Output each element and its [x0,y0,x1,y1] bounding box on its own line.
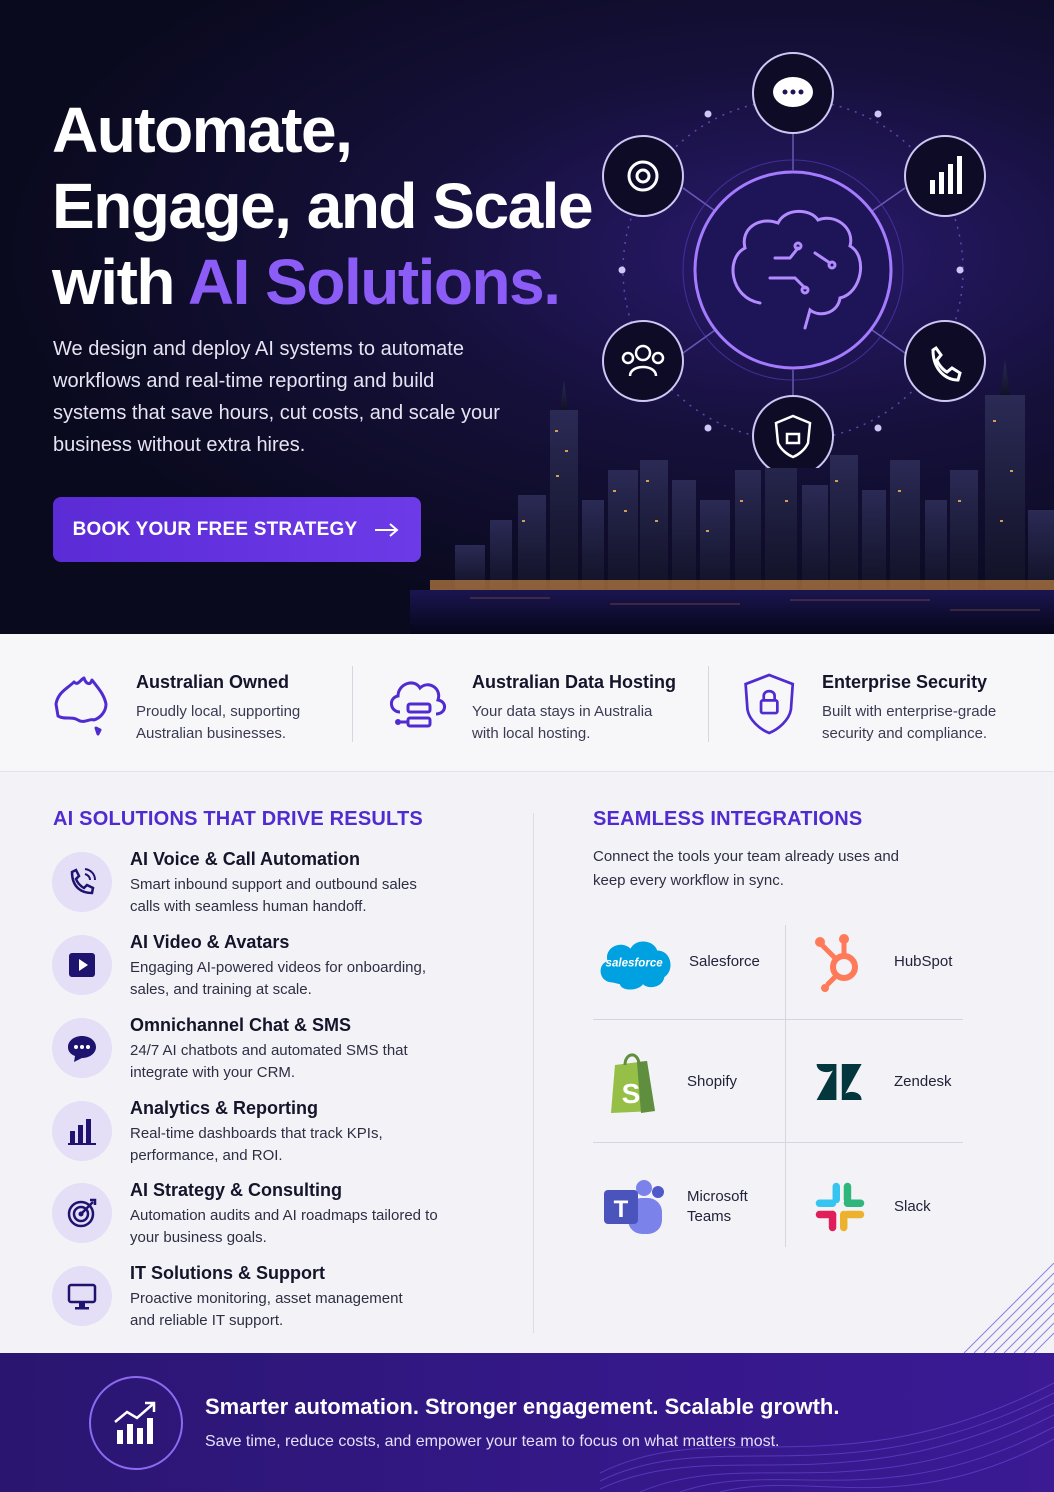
growth-badge [89,1376,183,1470]
feature-text: Built with enterprise-grade security and compliance. [822,703,997,742]
shopify-logo [603,1047,663,1117]
service-video [52,932,492,1001]
service-voice [52,849,492,918]
feature-australian-owned [50,668,326,745]
feature-text: Proudly local, supporting Australian businesses. [136,703,301,742]
integration-zendesk[interactable] [800,1048,952,1116]
monitor-icon [66,1280,98,1312]
feature-divider [708,666,709,742]
chat-icon [773,77,813,107]
zendesk-logo [813,1055,867,1109]
service-text: Automation audits and AI roadmaps tailored to your business goals. [130,1207,438,1246]
integration-name: Shopify [687,1073,738,1090]
video-play-icon [66,949,98,981]
hero-section [0,0,1054,634]
footer-text: Save time, reduce costs, and empower your team to focus on what matters most. [205,1433,780,1450]
hero-title-line-3: with [52,246,188,318]
feature-title: Australian Data Hosting [472,672,677,692]
main-content [0,773,1054,1353]
feature-title: Enterprise Security [822,672,988,692]
hubspot-logo [810,927,870,997]
service-chat [52,1015,492,1084]
arrow-right-icon [373,522,401,538]
svg-text:S: S [621,1078,641,1109]
integration-name: Zendesk [894,1073,952,1090]
service-text: Proactive monitoring, asset management and reliable IT support. [130,1290,403,1329]
hero-title [52,92,612,320]
decorative-lines [834,1263,1054,1353]
service-title: Omnichannel Chat & SMS [130,1015,352,1035]
service-text: Engaging AI-powered videos for onboarding, sales, and training at scale. [130,959,427,998]
service-title: Analytics & Reporting [130,1098,319,1118]
australia-map-icon [50,668,114,740]
grid-divider [593,1019,963,1020]
integration-name: HubSpot [894,953,953,970]
target-icon [66,1197,98,1229]
phone-call-icon [66,866,98,898]
feature-divider [352,666,353,742]
service-text: Real-time dashboards that track KPIs, performance, and ROI. [130,1125,383,1164]
hero-subtitle: We design and deploy AI systems to automate workflows and real-time reporting and build systems that save hours, cut costs, and scale your business without extra hires. [53,338,500,456]
feature-strip [0,634,1054,772]
integrations-heading: SEAMLESS INTEGRATIONS [593,808,863,830]
bar-chart-icon [66,1115,98,1147]
service-strategy [52,1180,492,1249]
footer-headline: Smarter automation. Stronger engagement. Scalable growth. [205,1394,840,1419]
integration-microsoft-teams[interactable] [593,1173,757,1241]
feature-text: Your data stays in Australia with local hosting. [472,703,653,742]
ai-network-diagram [600,48,990,468]
salesforce-logo [595,927,675,997]
feature-title: Australian Owned [136,672,290,692]
cloud-server-icon [386,668,450,740]
integration-name: Microsoft Teams [687,1188,748,1225]
service-title: IT Solutions & Support [130,1263,325,1283]
hero-title-line-2: Engage, and Scale [52,170,593,242]
solutions-heading: AI SOLUTIONS THAT DRIVE RESULTS [53,808,423,830]
hero-title-accent: AI Solutions. [187,246,560,318]
service-analytics [52,1098,492,1167]
service-title: AI Strategy & Consulting [130,1180,343,1200]
book-strategy-button[interactable] [53,497,421,562]
integration-slack[interactable] [800,1173,931,1241]
grid-divider [785,925,786,1247]
salesforce-wordmark: salesforce [605,957,663,970]
microsoft-teams-logo [598,1174,668,1240]
service-title: AI Video & Avatars [130,932,290,952]
feature-enterprise-security [742,668,1022,745]
service-text: 24/7 AI chatbots and automated SMS that integrate with your CRM. [130,1042,408,1081]
grid-divider [593,1142,963,1143]
column-divider [533,813,534,1333]
integration-hubspot[interactable] [800,928,952,996]
shield-lock-icon [742,668,800,740]
svg-text:T: T [613,1196,629,1223]
feature-data-hosting [386,668,676,745]
integration-shopify[interactable] [593,1048,737,1116]
service-it-support [52,1263,492,1332]
service-text: Smart inbound support and outbound sales calls with seamless human handoff. [130,876,417,915]
growth-chart-icon [111,1398,161,1448]
cta-label: BOOK YOUR FREE STRATEGY [72,518,358,540]
service-title: AI Voice & Call Automation [130,849,361,869]
integrations-subtitle: Connect the tools your team already uses and keep every workflow in sync. [593,848,900,889]
hero-title-line-1: Automate, [52,94,352,166]
slack-logo [812,1179,868,1235]
decorative-waves [600,1353,1054,1492]
integration-name: Slack [894,1198,931,1215]
chat-bubble-icon [66,1032,98,1064]
integration-name: Salesforce [689,953,760,970]
footer-banner [0,1353,1054,1492]
integration-salesforce[interactable] [595,928,760,996]
